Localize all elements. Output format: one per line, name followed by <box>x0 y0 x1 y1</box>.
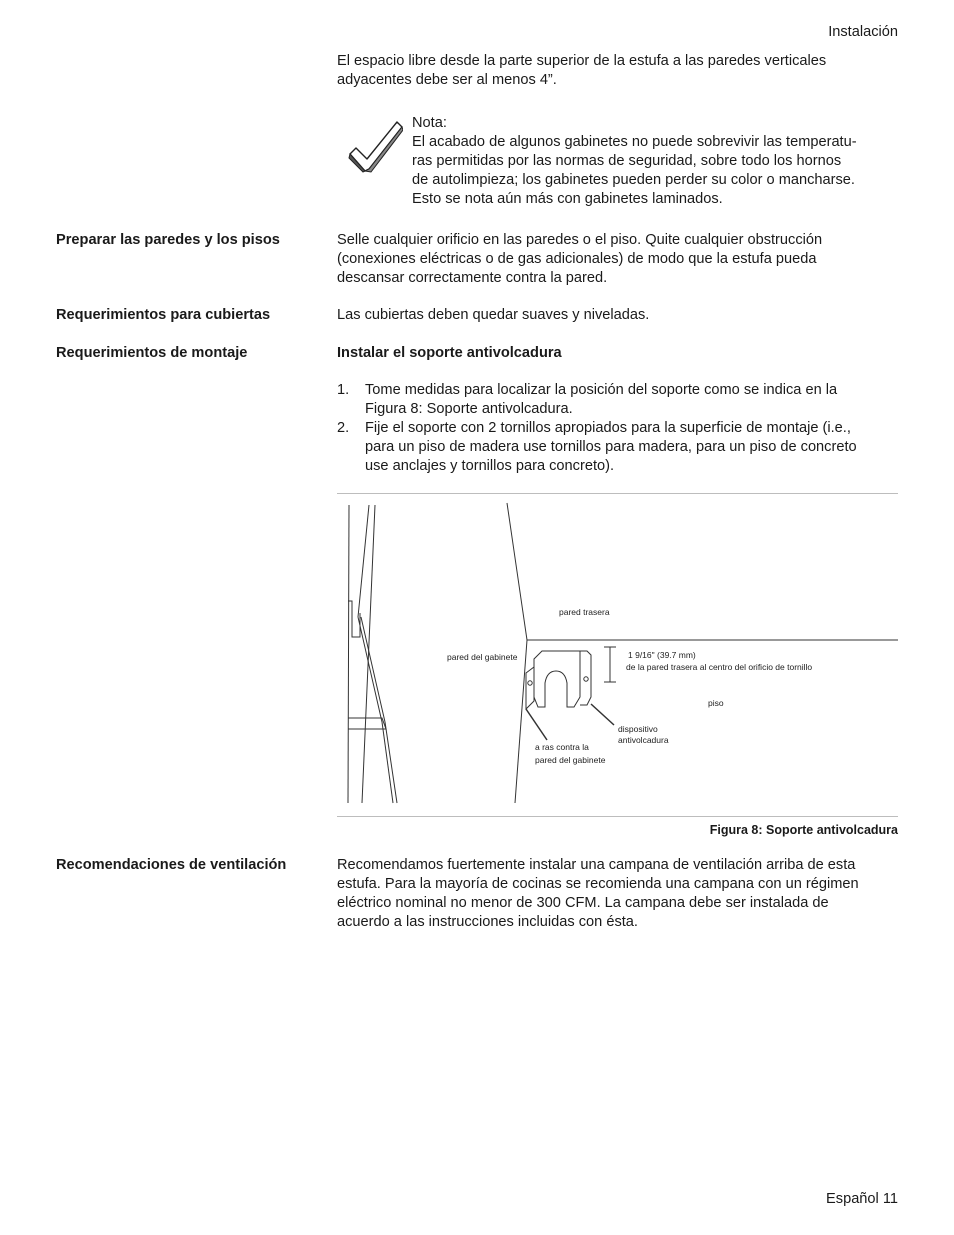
list-item <box>337 419 897 476</box>
ventilation-line: acuerdo a las instrucciones incluidas con ésta. <box>337 914 638 930</box>
note-title: Nota: <box>412 115 447 131</box>
label-floor: piso <box>708 698 724 708</box>
walls-line: Selle cualquier orificio en las paredes o el piso. Quite cualquier obstrucción <box>337 232 823 248</box>
note-line: de autolimpieza; los gabinetes pueden perder su color o mancharse. <box>412 172 855 188</box>
label-back-wall: pared trasera <box>559 607 610 617</box>
figure-top-rule <box>337 493 898 494</box>
note-line: ras permitidas por las normas de seguridad, sobre todo los hornos <box>412 153 842 169</box>
list-item <box>337 381 897 419</box>
section-heading-walls: Preparar las paredes y los pisos <box>56 232 280 248</box>
figure-caption: Figura 8: Soporte antivolcadura <box>709 823 898 837</box>
step-number: 1. <box>337 382 350 398</box>
subheading-anti-tip: Instalar el soporte antivolcadura <box>337 345 562 361</box>
steps-list <box>337 381 897 476</box>
label-device-line2: antivolcadura <box>618 735 669 745</box>
page-number: Español 11 <box>826 1191 898 1207</box>
step-line: Figura 8: Soporte antivolcadura. <box>365 401 573 417</box>
figure-bottom-rule <box>337 816 898 817</box>
ventilation-line: estufa. Para la mayoría de cocinas se recomienda una campana con un régimen <box>337 876 859 892</box>
label-flush-line1: a ras contra la <box>535 742 589 752</box>
label-device-line1: dispositivo <box>618 724 658 734</box>
step-line: Tome medidas para localizar la posición del soporte como se indica en la <box>365 382 838 398</box>
label-dimension-note: de la pared trasera al centro del orificio de tornillo <box>626 662 813 672</box>
label-cabinet-wall: pared del gabinete <box>447 652 518 662</box>
checkmark-icon <box>347 117 403 175</box>
section-heading-mounting: Requerimientos de montaje <box>56 345 248 361</box>
section-heading-ventilation: Recomendaciones de ventilación <box>56 857 287 873</box>
step-line: Fije el soporte con 2 tornillos apropiados para la superficie de montaje (i.e., <box>365 420 851 436</box>
step-line: use anclajes y tornillos para concreto). <box>365 458 615 474</box>
anti-tip-bracket-figure <box>337 497 898 807</box>
running-header: Instalación <box>828 24 898 40</box>
note-line: Esto se nota aún más con gabinetes laminados. <box>412 191 723 207</box>
note-block <box>412 114 898 209</box>
walls-line: descansar correctamente contra la pared. <box>337 270 608 286</box>
section-heading-counters: Requerimientos para cubiertas <box>56 307 271 323</box>
step-line: para un piso de madera use tornillos para madera, para un piso de concreto <box>365 439 857 455</box>
ventilation-line: eléctrico nominal no menor de 300 CFM. La campana debe ser instalada de <box>337 895 829 911</box>
note-line: El acabado de algunos gabinetes no puede sobrevivir las temperatu- <box>412 134 857 150</box>
walls-paragraph <box>337 231 897 288</box>
counters-paragraph: Las cubiertas deben quedar suaves y niveladas. <box>337 307 650 323</box>
ventilation-paragraph <box>337 856 897 932</box>
step-number: 2. <box>337 420 350 436</box>
intro-paragraph: El espacio libre desde la parte superior de la estufa a las paredes verticales adyacentes debe ser al menos 4”. <box>337 53 827 88</box>
walls-line: (conexiones eléctricas o de gas adicionales) de modo que la estufa pueda <box>337 251 817 267</box>
label-flush-line2: pared del gabinete <box>535 755 606 765</box>
label-dimension: 1 9/16" (39.7 mm) <box>628 650 696 660</box>
ventilation-line: Recomendamos fuertemente instalar una campana de ventilación arriba de esta <box>337 857 856 873</box>
